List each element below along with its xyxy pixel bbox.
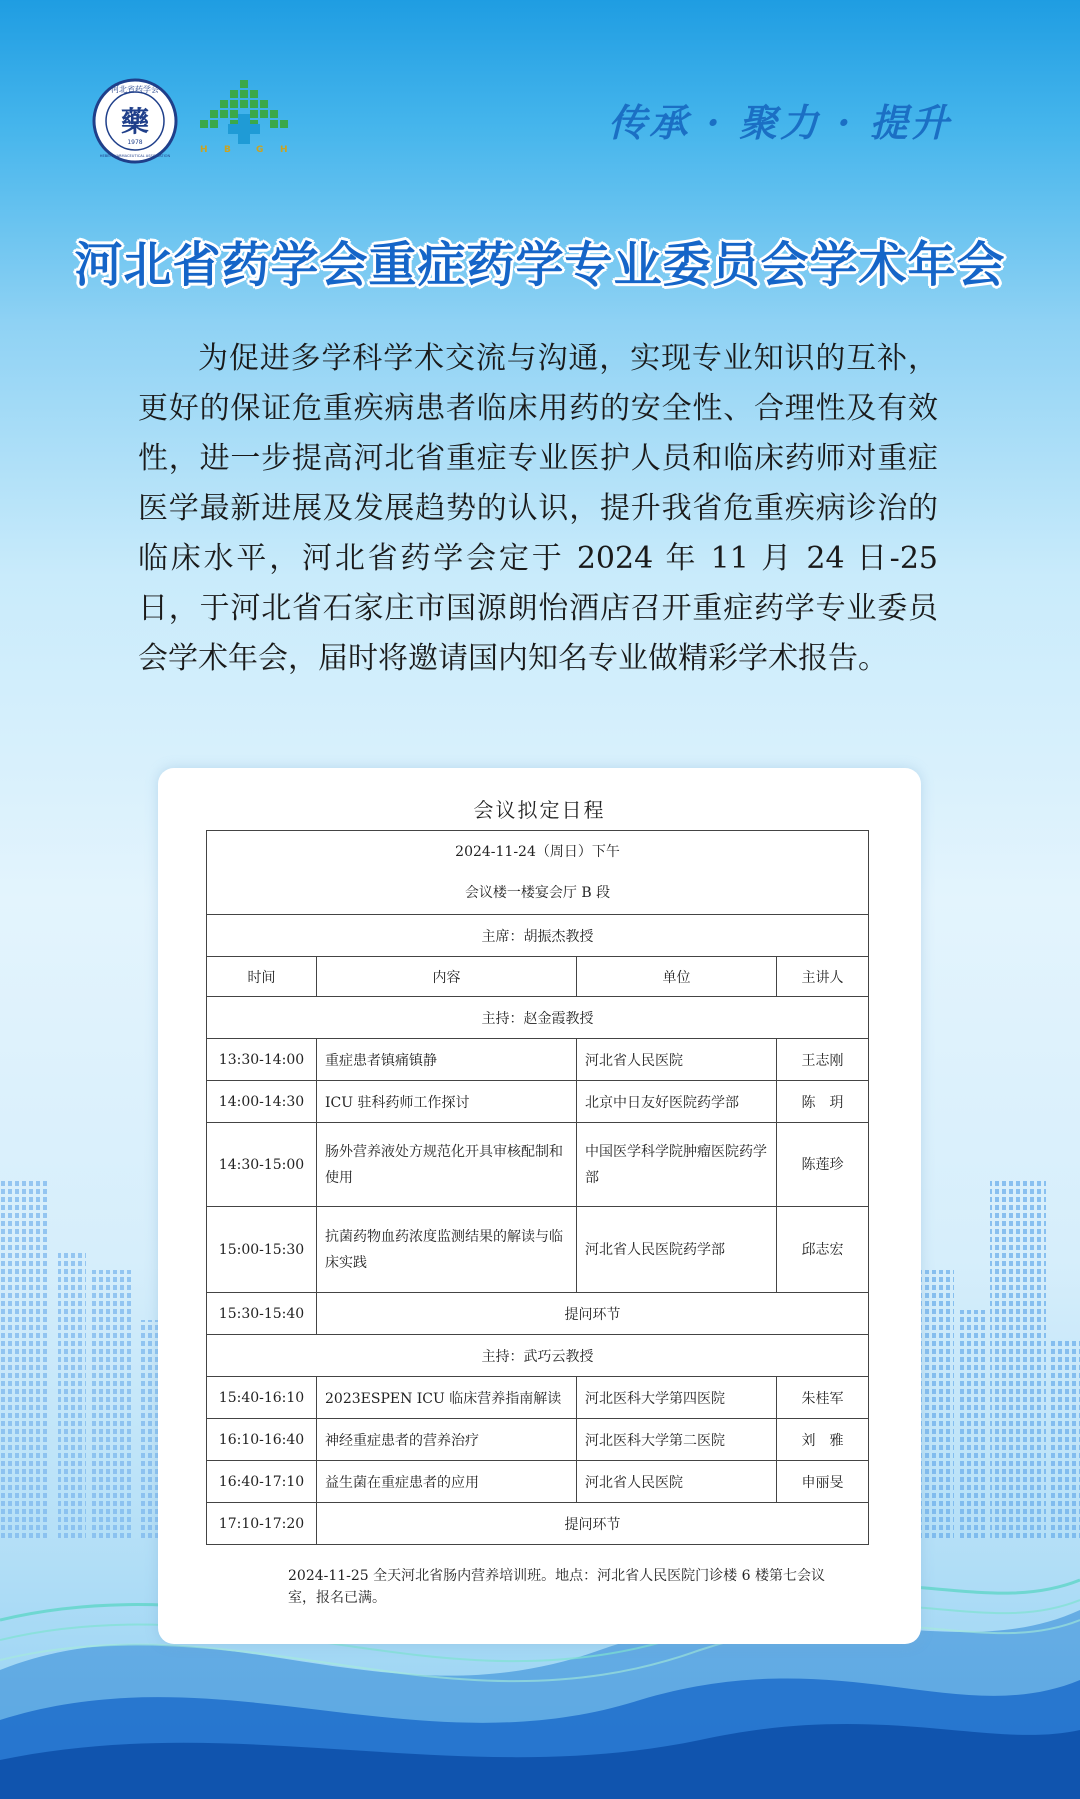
schedule-table — [206, 830, 869, 1545]
qa-time: 15:30-15:40 — [207, 1293, 317, 1335]
chair-row — [207, 915, 869, 957]
table-header-row — [207, 957, 869, 997]
row-content: ICU 驻科药师工作探讨 — [317, 1081, 577, 1123]
date-row — [207, 831, 869, 871]
logo-hpa-glyph: 藥 — [120, 105, 150, 138]
row-time: 15:00-15:30 — [207, 1207, 317, 1293]
table-row — [207, 1419, 869, 1461]
row-time: 16:10-16:40 — [207, 1419, 317, 1461]
header-unit: 单位 — [577, 957, 777, 997]
table-row — [207, 1377, 869, 1419]
row-unit: 河北省人民医院 — [577, 1039, 777, 1081]
host-row — [207, 997, 869, 1039]
row-unit: 河北省人民医院药学部 — [577, 1207, 777, 1293]
table-row — [207, 1207, 869, 1293]
row-speaker: 申丽旻 — [777, 1461, 869, 1503]
qa-label: 提问环节 — [317, 1503, 869, 1545]
table-row — [207, 1123, 869, 1207]
row-content: 2023ESPEN ICU 临床营养指南解读 — [317, 1377, 577, 1419]
row-time: 14:00-14:30 — [207, 1081, 317, 1123]
row-speaker: 朱桂军 — [777, 1377, 869, 1419]
row-content: 重症患者镇痛镇静 — [317, 1039, 577, 1081]
row-speaker: 王志刚 — [777, 1039, 869, 1081]
table-row — [207, 1081, 869, 1123]
chair-line: 主席：胡振杰教授 — [207, 915, 869, 957]
table-row — [207, 1039, 869, 1081]
hbgh-logo — [190, 78, 300, 156]
row-unit: 河北医科大学第二医院 — [577, 1419, 777, 1461]
row-content: 益生菌在重症患者的应用 — [317, 1461, 577, 1503]
logo-hpa-name: 河北省药学会 — [111, 85, 159, 94]
row-time: 16:40-17:10 — [207, 1461, 317, 1503]
qa-label: 提问环节 — [317, 1293, 869, 1335]
logo-hpa-year: 1978 — [127, 139, 143, 146]
host-row — [207, 1335, 869, 1377]
row-speaker: 陈 玥 — [777, 1081, 869, 1123]
intro-paragraph: 为促进多学科学术交流与沟通，实现专业知识的互补，更好的保证危重疾病患者临床用药的安全性、合理性及有效性，进一步提高河北省重症专业医护人员和临床药师对重症医学最新进展及发展趋势的认识，提升我省危重疾病诊治的临床水平，河北省药学会定于 2024 年 11 月 24 日-25 日，于河北省石家庄市国源朗怡酒店召开重症药学专业委员会学术年会，届时将邀请国内知名专业做精彩学术报告。 — [138, 341, 938, 676]
row-unit: 河北医科大学第四医院 — [577, 1377, 777, 1419]
qa-row — [207, 1503, 869, 1545]
schedule-footnote: 2024-11-25 全天河北省肠内营养培训班。地点：河北省人民医院门诊楼 6 楼第七会议室，报名已满。 — [288, 1568, 825, 1606]
session-host: 主持：武巧云教授 — [207, 1335, 869, 1377]
qa-time: 17:10-17:20 — [207, 1503, 317, 1545]
logo-hpa-english: HEBEI PHARMACEUTICAL ASSOCIATION — [99, 154, 171, 158]
row-speaker: 邱志宏 — [777, 1207, 869, 1293]
hebei-pharmaceutical-association-logo — [92, 78, 178, 164]
header-content: 内容 — [317, 957, 577, 997]
slogan: 传承 · 聚力 · 提升 — [608, 100, 952, 145]
row-unit: 河北省人民医院 — [577, 1461, 777, 1503]
row-content: 肠外营养液处方规范化开具审核配制和使用 — [317, 1123, 577, 1207]
row-time: 13:30-14:00 — [207, 1039, 317, 1081]
header-speaker: 主讲人 — [777, 957, 869, 997]
row-speaker: 刘 雅 — [777, 1419, 869, 1461]
session-host: 主持：赵金霞教授 — [207, 997, 869, 1039]
row-unit: 北京中日友好医院药学部 — [577, 1081, 777, 1123]
page-title: 河北省药学会重症药学专业委员会学术年会 — [74, 237, 1006, 293]
table-row — [207, 1461, 869, 1503]
row-unit: 中国医学科学院肿瘤医院药学部 — [577, 1123, 777, 1207]
row-content: 神经重症患者的营养治疗 — [317, 1419, 577, 1461]
schedule-card — [158, 768, 921, 1644]
logo-hbgh-letter-1: H — [200, 145, 208, 155]
row-time: 14:30-15:00 — [207, 1123, 317, 1207]
row-content: 抗菌药物血药浓度监测结果的解读与临床实践 — [317, 1207, 577, 1293]
logo-hbgh-letter-4: H — [280, 145, 288, 155]
venue-row — [207, 871, 869, 915]
header — [0, 0, 1080, 170]
qa-row — [207, 1293, 869, 1335]
venue-line: 会议楼一楼宴会厅 B 段 — [207, 871, 869, 915]
row-time: 15:40-16:10 — [207, 1377, 317, 1419]
header-time: 时间 — [207, 957, 317, 997]
date-line: 2024-11-24（周日）下午 — [207, 831, 869, 871]
row-speaker: 陈莲珍 — [777, 1123, 869, 1207]
schedule-title: 会议拟定日程 — [473, 798, 606, 822]
logo-hbgh-letter-3: G — [256, 145, 264, 155]
logo-hbgh-letter-2: B — [224, 145, 231, 155]
